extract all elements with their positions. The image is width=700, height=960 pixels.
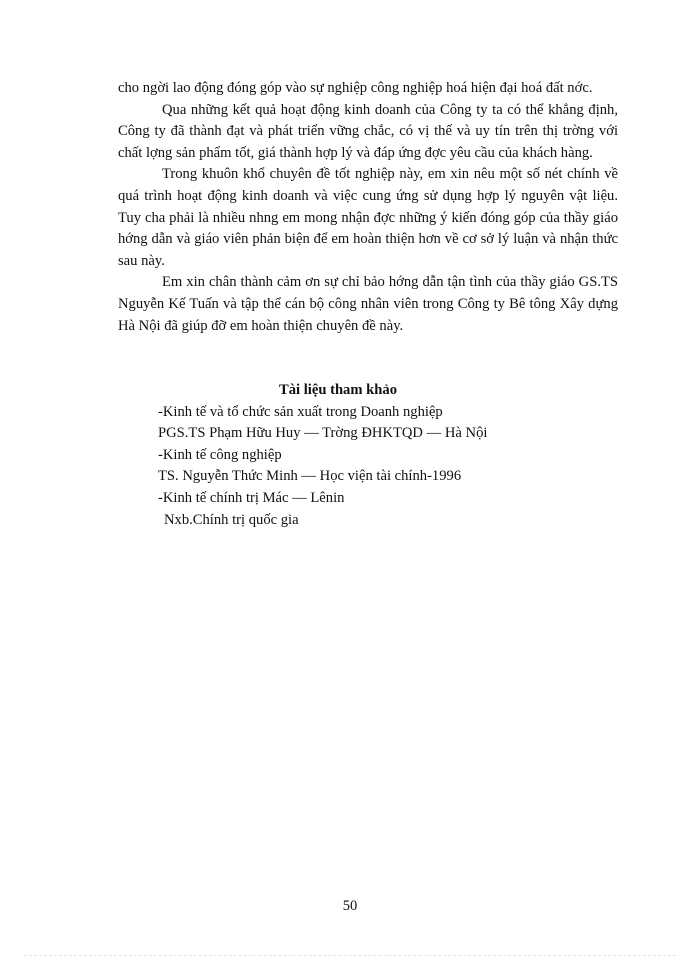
page-bottom-divider	[24, 955, 676, 956]
paragraph-acknowledgement: Em xin chân thành cảm ơn sự chỉ bảo hớng dẫn tận tình của thầy giáo GS.TS Nguyễn Kế Tuấn và tập thể cán bộ công nhân viên trong Công ty Bê tông Xây dựng Hà Nội đã giúp đỡ em hoàn thiện chuyên đề này.	[118, 274, 618, 334]
references-title: Tài liệu tham khảo	[279, 382, 397, 398]
reference-line: -Kinh tế công nghiệp	[158, 446, 282, 463]
reference-line: -Kinh tế và tổ chức sản xuất trong Doanh nghiệp	[158, 403, 443, 420]
paragraph-conclusion-2: Qua những kết quả hoạt động kinh doanh của Công ty ta có thể khẳng định, Công ty đã thành đạt và phát triển vững chắc, có vị thế và uy tín trên thị trờng với chất lợng sản phẩm tốt, giá thành hợp lý và đáp ứng đợc yêu cầu của khách hàng.	[118, 101, 618, 161]
paragraph-conclusion-1: cho ngời lao động đóng góp vào sự nghiệp công nghiệp hoá hiện đại hoá đất nớc.	[118, 80, 593, 96]
page-number: 50	[342, 898, 358, 914]
reference-line: -Kinh tế chính trị Mác — Lênin	[158, 489, 345, 506]
reference-line: TS. Nguyễn Thức Minh — Học viện tài chính-1996	[158, 468, 462, 485]
references-section	[158, 380, 598, 531]
body-text	[118, 78, 618, 337]
reference-line: PGS.TS Phạm Hữu Huy — Trờng ĐHKTQD — Hà Nội	[158, 425, 488, 442]
reference-line: Nxb.Chính trị quốc gia	[164, 511, 299, 528]
paragraph-conclusion-3: Trong khuôn khổ chuyên đề tốt nghiệp này, em xin nêu một số nét chính về quá trình hoạt động kinh doanh và việc cung ứng sử dụng hợp lý nguyên vật liệu. Tuy cha phải là nhiều nhng em mong nhận đợc những ý kiến đóng góp của thầy giáo hớng dẫn và giáo viên phản biện để em hoàn thiện hơn về cơ sở lý luận và nhận thức sau này.	[118, 166, 618, 269]
